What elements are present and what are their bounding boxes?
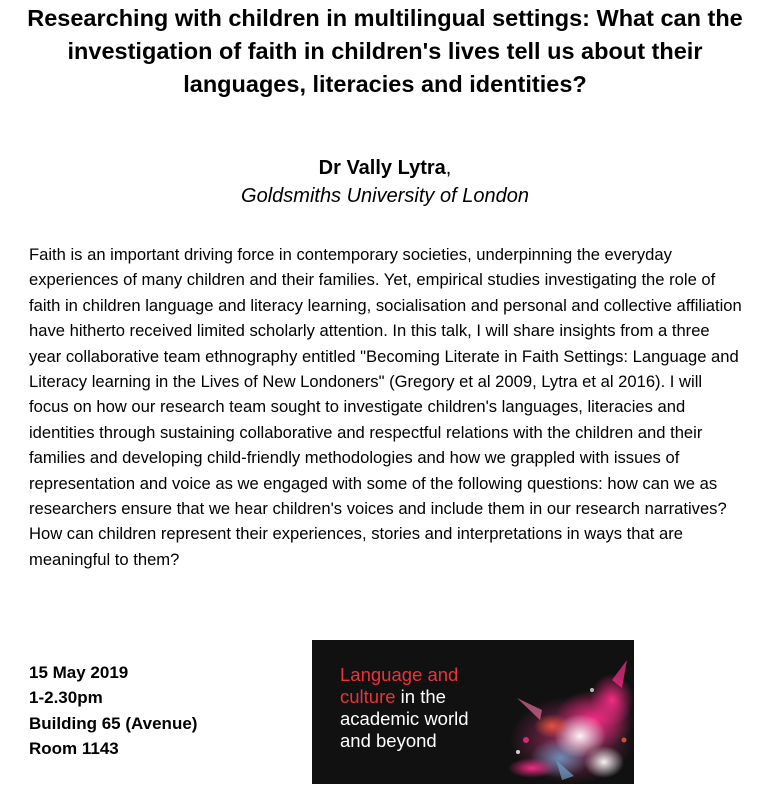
banner-line-1: Language and bbox=[340, 664, 459, 685]
event-building: Building 65 (Avenue) bbox=[29, 713, 198, 733]
abstract-paragraph: Faith is an important driving force in contemporary societies, underpinning the everyday experiences of many children and their families. Yet, empirical studies investigating the role of faith in children language and literacy learning, socialisation and personal and collective affiliation have hitherto received limited scholarly attention. In this talk, I will share insights from a three year collaborative team ethnography entitled "Becoming Literate in Faith Settings: Language and Literacy learning in the Lives of New Londoners" (Gregory et al 2009, Lytra et al 2016). I will focus on how our research team sought to investigate children's languages, literacies and identities through sustaining collaborative and respectful relations with the children and their families and developing child-friendly methodologies and how we grappled with issues of representation and voice as we engaged with some of the following questions: how can we as researchers ensure that we hear children's voices and include them in our research narratives? How can children represent their experiences, stories and interpretations in ways that are meaningful to them? bbox=[29, 245, 742, 569]
banner-line-2-accent: culture bbox=[340, 686, 396, 707]
banner-caption bbox=[340, 664, 469, 752]
series-banner-image bbox=[312, 640, 634, 784]
event-time: 1-2.30pm bbox=[29, 688, 103, 708]
speaker-block bbox=[14, 154, 756, 210]
speaker-separator: , bbox=[445, 157, 452, 179]
event-date: 15 May 2019 bbox=[29, 663, 129, 682]
event-room: Room 1143 bbox=[29, 739, 119, 759]
event-details bbox=[29, 660, 289, 762]
banner-line-4: and beyond bbox=[340, 730, 437, 751]
banner-line-2-rest: in the bbox=[395, 686, 446, 707]
page-title: Researching with children in multilingual settings: What can the investigation of faith in children's lives tell us about their languages, literacies and identities? bbox=[27, 5, 743, 97]
speaker-name: Dr Vally Lytra bbox=[318, 157, 446, 179]
speaker-affiliation: Goldsmiths University of London bbox=[241, 185, 529, 207]
banner-line-3: academic world bbox=[340, 708, 469, 729]
